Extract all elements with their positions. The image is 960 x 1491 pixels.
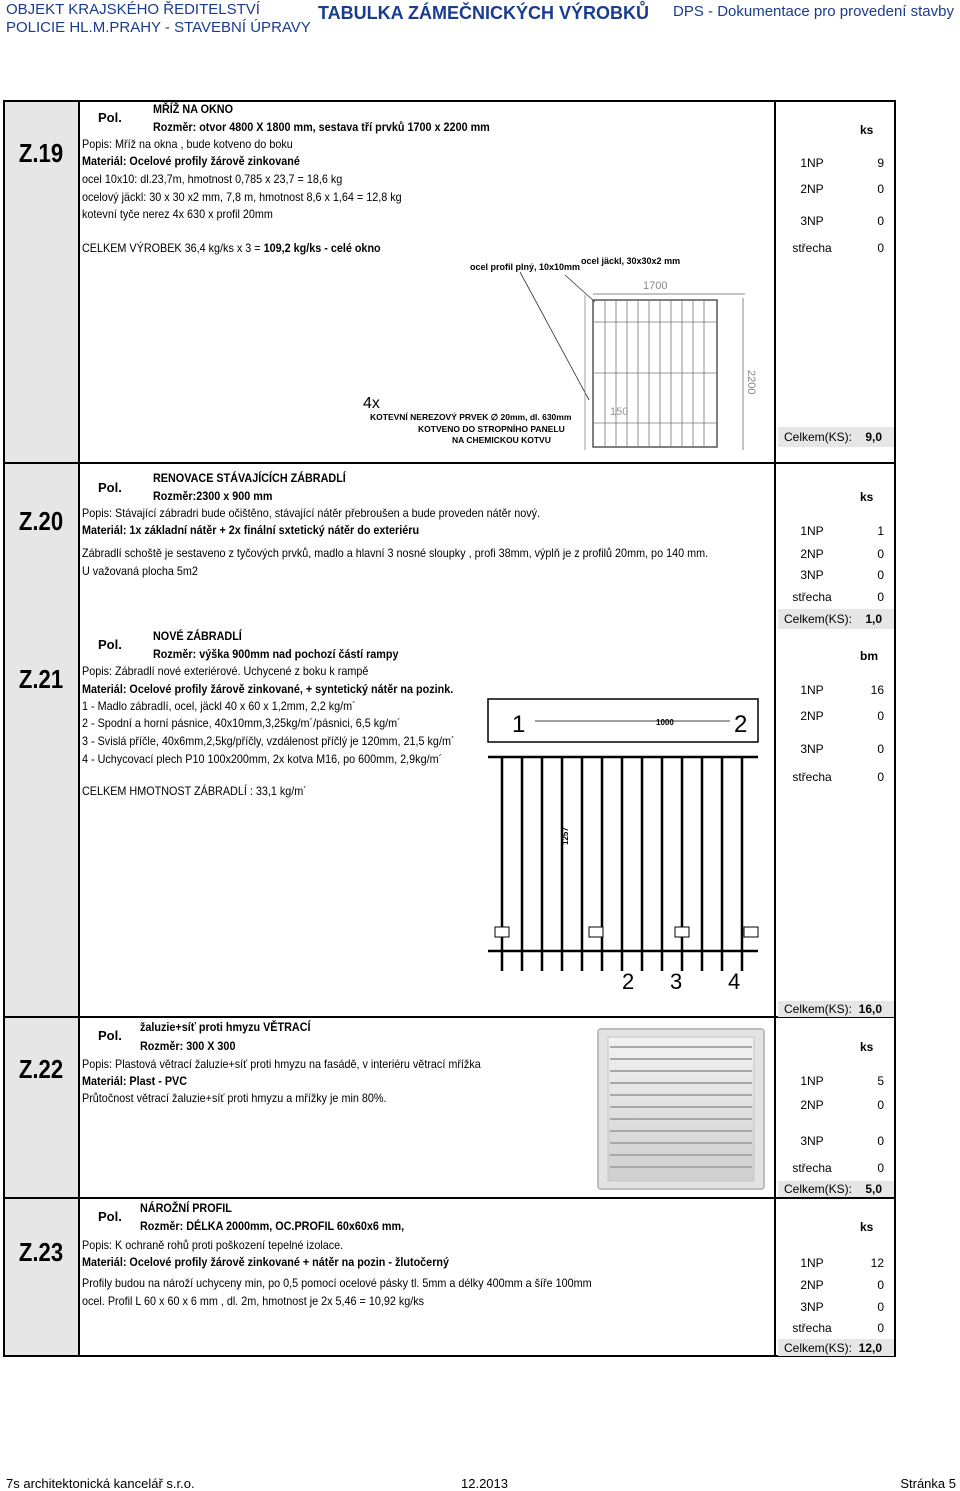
item-detail-line: 4 - Uchycovací plech P10 100x200mm, 2x kotva M16, po 600mm, 2,9kg/m´ bbox=[82, 752, 443, 766]
qty-floor: 2NP bbox=[800, 1098, 824, 1112]
item-material: Materiál: Ocelové profily žárově zinkované, + syntetický nátěr na pozink. bbox=[82, 682, 454, 696]
qty-value: 0 bbox=[877, 1321, 884, 1335]
marker-1: 1 bbox=[512, 711, 526, 738]
item-size: Rozměr: výška 900mm nad pochozí částí rampy bbox=[153, 647, 399, 661]
qty-value: 0 bbox=[877, 547, 884, 561]
header-project-line2: POLICIE HL.M.PRAHY - STAVEBNÍ ÚPRAVY bbox=[6, 19, 311, 36]
railing-drawing bbox=[480, 695, 772, 995]
qty-floor: 2NP bbox=[800, 709, 824, 723]
header-title: TABULKA ZÁMEČNICKÝCH VÝROBKŮ bbox=[318, 3, 649, 23]
item-code: Z.19 bbox=[18, 138, 64, 168]
qty-floor: 3NP bbox=[800, 1300, 824, 1314]
qty-value: 0 bbox=[877, 770, 884, 784]
item-description: Popis: Zábradlí nové exteriérové. Uchycené z boku k rampě bbox=[82, 664, 369, 678]
grille-bars bbox=[593, 300, 717, 447]
qty-value: 0 bbox=[877, 709, 884, 723]
unit-label: bm bbox=[860, 649, 878, 663]
unit-label: ks bbox=[860, 1040, 874, 1054]
qty-value: 9 bbox=[877, 156, 884, 170]
qty-floor: 1NP bbox=[800, 683, 824, 697]
item-material: Materiál: Plast - PVC bbox=[82, 1074, 188, 1088]
qty-floor: 3NP bbox=[800, 1134, 824, 1148]
item-name: žaluzie+síť proti hmyzu VĚTRACÍ bbox=[140, 1020, 311, 1034]
item-total-prefix: CELKEM VÝROBEK 36,4 kg/ks x 3 = bbox=[82, 241, 264, 255]
sum-row bbox=[778, 1001, 894, 1017]
label-steel-tube: ocel jäckl, 30x30x2 mm bbox=[581, 256, 681, 266]
mounting-plates bbox=[495, 927, 758, 937]
sum-row bbox=[778, 1339, 894, 1356]
anchor-note-1: KOTEVNÍ NEREZOVÝ PRVEK ∅ 20mm, dl. 630mm bbox=[370, 412, 572, 422]
item-size: Rozměr: 300 X 300 bbox=[140, 1039, 236, 1053]
sum-row bbox=[778, 609, 894, 629]
item-detail-line: 1 - Madlo zábradlí, ocel, jäckl 40 x 60 x 1,2mm, 2,2 kg/m´ bbox=[82, 699, 356, 713]
page-header bbox=[0, 0, 960, 40]
item-size: Rozměr: otvor 4800 X 1800 mm, sestava tří prvků 1700 x 2200 mm bbox=[153, 120, 490, 134]
sum-label: Celkem(KS): bbox=[784, 612, 853, 626]
qty-value: 5 bbox=[877, 1074, 884, 1088]
qty-floor: 1NP bbox=[800, 1256, 824, 1270]
dim-width: 1700 bbox=[643, 280, 668, 292]
qty-floor: 2NP bbox=[800, 182, 824, 196]
qty-value: 0 bbox=[877, 182, 884, 196]
item-description: Popis: Stávající zábradri bude očištěno, stávající nátěr přebroušen a bude proveden nátěr nový. bbox=[82, 506, 541, 520]
marker-3: 3 bbox=[670, 969, 683, 994]
item-description: Popis: Mříž na okna , bude kotveno do boku bbox=[82, 137, 293, 151]
qty-floor: střecha bbox=[792, 1161, 832, 1175]
anchor-note-2: KOTVENO DO STROPNÍHO PANELU bbox=[418, 424, 565, 434]
sum-value: 1,0 bbox=[865, 612, 882, 626]
pol-label: Pol. bbox=[98, 110, 122, 125]
item-description: Popis: K ochraně rohů proti poškození tepelné izolace. bbox=[82, 1238, 344, 1252]
qty-value: 0 bbox=[877, 1278, 884, 1292]
dim-height: 1257 bbox=[561, 827, 570, 845]
window-grille-drawing bbox=[355, 250, 775, 455]
vent-grille-image bbox=[590, 1025, 772, 1193]
qty-value: 0 bbox=[877, 590, 884, 604]
pol-label: Pol. bbox=[98, 637, 122, 652]
item-total-value: 109,2 kg/ks - celé okno bbox=[263, 241, 381, 255]
marker-4: 4 bbox=[728, 969, 741, 994]
sum-row bbox=[778, 1181, 894, 1197]
sum-label: Celkem(KS): bbox=[784, 1341, 853, 1355]
item-code: Z.23 bbox=[18, 1237, 64, 1267]
qty-floor: 1NP bbox=[800, 524, 824, 538]
pol-label: Pol. bbox=[98, 480, 122, 495]
row-divider bbox=[3, 462, 896, 464]
sum-value: 5,0 bbox=[865, 1182, 882, 1196]
qty-value: 0 bbox=[877, 1098, 884, 1112]
item-code: Z.21 bbox=[18, 664, 64, 694]
item-size: Rozměr: DÉLKA 2000mm, OC.PROFIL 60x60x6 mm, bbox=[140, 1219, 405, 1233]
item-material: Materiál: Ocelové profily žárově zinkované bbox=[82, 154, 300, 168]
item-detail-line: kotevní tyče nerez 4x 630 x profil 20mm bbox=[82, 207, 273, 221]
qty-value: 12 bbox=[870, 1256, 884, 1270]
railing-balusters bbox=[502, 757, 742, 971]
item-name: NÁROŽNÍ PROFIL bbox=[140, 1201, 232, 1215]
item-size: Rozměr:2300 x 900 mm bbox=[153, 489, 273, 503]
qty-floor: střecha bbox=[792, 1321, 832, 1335]
row-divider bbox=[3, 1016, 896, 1018]
sum-value: 12,0 bbox=[858, 1341, 882, 1355]
qty-floor: střecha bbox=[792, 770, 832, 784]
item-material: Materiál: 1x základní nátěr + 2x finální sxtetický nátěr do exteriéru bbox=[82, 523, 420, 537]
qty-floor: 1NP bbox=[800, 156, 824, 170]
item-detail-line: ocel 10x10: dl.23,7m, hmotnost 0,785 x 23,7 = 18,6 kg bbox=[82, 172, 343, 186]
item-total bbox=[82, 241, 381, 255]
qty-floor: 2NP bbox=[800, 1278, 824, 1292]
qty-value: 0 bbox=[877, 1134, 884, 1148]
item-detail-line: Zábradlí schoště je sestaveno z tyčových prvků, madlo a hlavní 3 nosné sloupky , profi 38mm, výplň je z profilů 20mm, po 140 mm. bbox=[82, 546, 709, 560]
item-detail-line: Průtočnost větrací žaluzie+síť proti hmyzu a mřížky je min 80%. bbox=[82, 1091, 387, 1105]
sum-label: Celkem(KS): bbox=[784, 430, 853, 444]
item-detail-line: Profily budou na nároží uchyceny min, po 0,5 pomocí ocelové pásky tl. 5mm a délky 400mm a šíře 100mm bbox=[82, 1276, 592, 1290]
sum-row bbox=[778, 427, 894, 447]
qty-value: 0 bbox=[877, 214, 884, 228]
label-steel-bar: ocel profil plný, 10x10mm bbox=[470, 262, 581, 272]
pol-label: Pol. bbox=[98, 1028, 122, 1043]
qty-value: 0 bbox=[877, 568, 884, 582]
item-description: Popis: Plastová větrací žaluzie+síť proti hmyzu na fasádě, v interiéru větrací mřížka bbox=[82, 1057, 481, 1071]
item-code: Z.20 bbox=[18, 506, 64, 536]
unit-label: ks bbox=[860, 1220, 874, 1234]
qty-floor: střecha bbox=[792, 590, 832, 604]
header-project-line1: OBJEKT KRAJSKÉHO ŘEDITELSTVÍ bbox=[6, 1, 260, 18]
item-code: Z.22 bbox=[18, 1054, 64, 1084]
anchor-count: 4x bbox=[363, 395, 380, 412]
qty-value: 0 bbox=[877, 1300, 884, 1314]
sum-label: Celkem(KS): bbox=[784, 1002, 853, 1016]
marker-2-bottom: 2 bbox=[622, 969, 635, 994]
qty-floor: 2NP bbox=[800, 547, 824, 561]
unit-label: ks bbox=[860, 490, 874, 504]
item-detail-line: ocel. Profil L 60 x 60 x 6 mm , dl. 2m, hmotnost je 2x 5,46 = 10,92 kg/ks bbox=[82, 1294, 425, 1308]
qty-floor: 3NP bbox=[800, 568, 824, 582]
row-divider bbox=[3, 1197, 896, 1199]
marker-2: 2 bbox=[734, 711, 748, 738]
item-detail-line: 3 - Svislá příčle, 40x6mm,2,5kg/příčly, vzdálenost příčlý je 120mm, 21,5 kg/m´ bbox=[82, 734, 455, 748]
dim-height: 2200 bbox=[745, 370, 757, 395]
item-detail-line: 2 - Spodní a horní pásnice, 40x10mm,3,25kg/m´/pásnici, 6,5 kg/m´ bbox=[82, 716, 401, 730]
qty-value: 0 bbox=[877, 241, 884, 255]
qty-floor: 3NP bbox=[800, 742, 824, 756]
qty-value: 0 bbox=[877, 1161, 884, 1175]
anchor-note-3: NA CHEMICKOU KOTVU bbox=[452, 435, 551, 445]
dim-width: 1000 bbox=[656, 718, 674, 727]
item-name: RENOVACE STÁVAJÍCÍCH ZÁBRADLÍ bbox=[153, 471, 346, 485]
item-total: CELKEM HMOTNOST ZÁBRADLÍ : 33,1 kg/m´ bbox=[82, 784, 307, 798]
pol-label: Pol. bbox=[98, 1209, 122, 1224]
dim-150: 150 bbox=[610, 406, 629, 418]
footer-company: 7s architektonická kancelář s.r.o. bbox=[6, 1476, 195, 1491]
header-phase: DPS - Dokumentace pro provedení stavby bbox=[673, 3, 954, 20]
qty-floor: 3NP bbox=[800, 214, 824, 228]
qty-value: 1 bbox=[877, 524, 884, 538]
item-detail-line: ocelový jäckl: 30 x 30 x2 mm, 7,8 m, hmotnost 8,6 x 1,64 = 12,8 kg bbox=[82, 190, 402, 204]
qty-floor: střecha bbox=[792, 241, 832, 255]
item-detail-line: U važovaná plocha 5m2 bbox=[82, 564, 198, 578]
footer-date: 12.2013 bbox=[461, 1476, 508, 1491]
item-name: MŘÍŽ NA OKNO bbox=[153, 102, 234, 116]
qty-value: 0 bbox=[877, 742, 884, 756]
unit-label: ks bbox=[860, 123, 874, 137]
item-name: NOVÉ ZÁBRADLÍ bbox=[153, 629, 242, 643]
sum-value: 16,0 bbox=[858, 1002, 882, 1016]
sum-label: Celkem(KS): bbox=[784, 1182, 853, 1196]
item-material: Materiál: Ocelové profily žárově zinkované + nátěr na pozin - žlutočerný bbox=[82, 1255, 450, 1269]
qty-value: 16 bbox=[870, 683, 884, 697]
qty-floor: 1NP bbox=[800, 1074, 824, 1088]
sum-value: 9,0 bbox=[865, 430, 882, 444]
footer-page: Stránka 5 bbox=[900, 1476, 956, 1491]
